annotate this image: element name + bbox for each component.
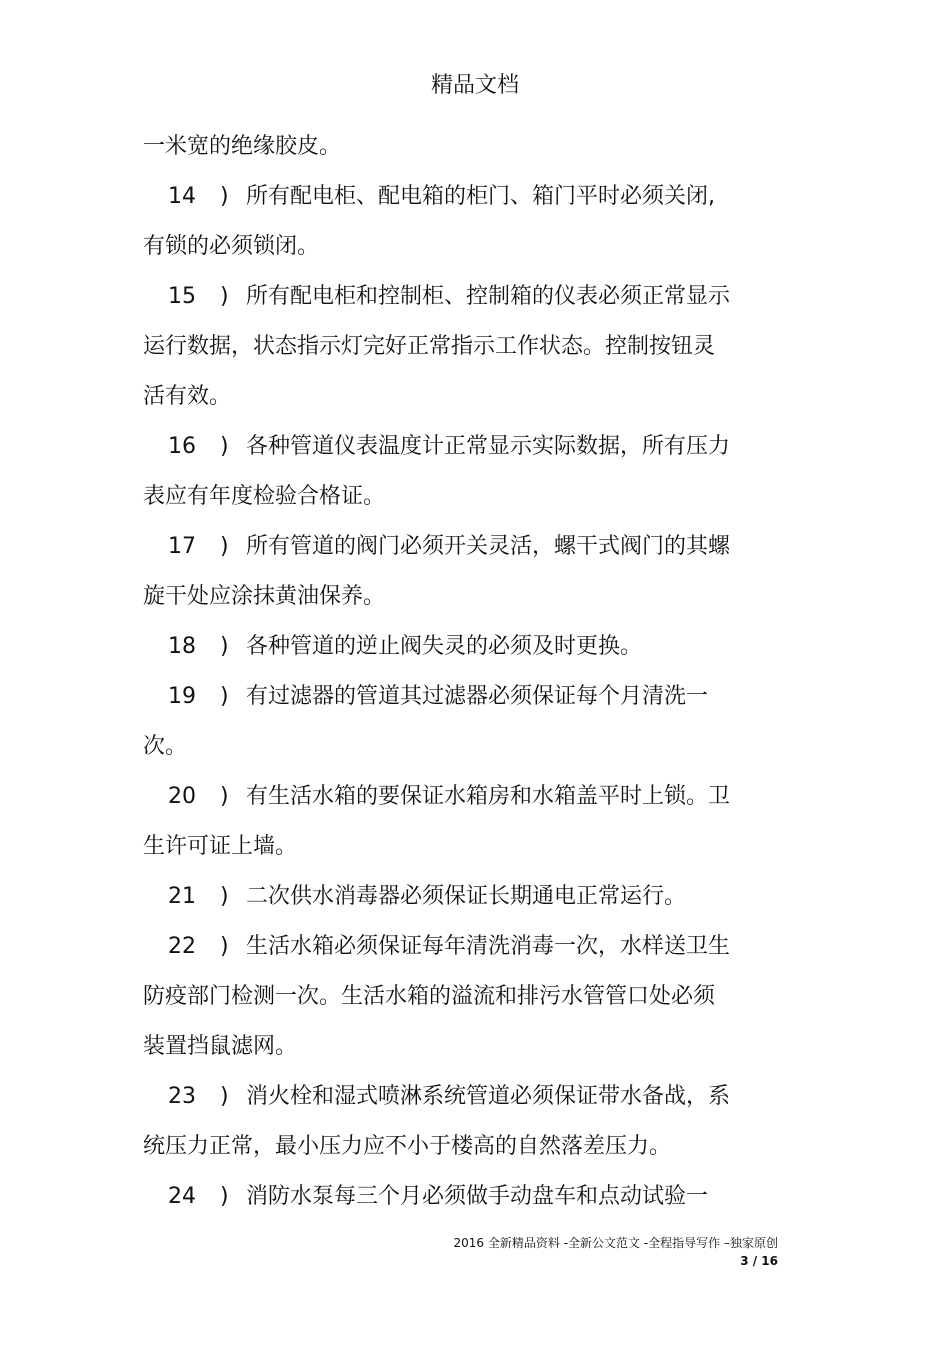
item-number: 15 — [168, 284, 196, 309]
line-text: 消火栓和湿式喷淋系统管道必须保证带水备战，系 — [246, 1084, 731, 1109]
item-paren: ) — [220, 284, 229, 309]
line-text: 有生活水箱的要保证水箱房和水箱盖平时上锁。卫 — [246, 784, 731, 809]
text-line — [143, 322, 763, 372]
line-text: 防疫部门检测一次。生活水箱的溢流和排污水管管口处必须 — [143, 984, 716, 1009]
item-number: 19 — [168, 684, 196, 709]
text-line — [143, 222, 763, 272]
line-text: 一米宽的绝缘胶皮。 — [143, 134, 342, 159]
line-text: 所有配电柜、配电箱的柜门、箱门平时必须关闭, — [246, 184, 715, 209]
line-text: 生活水箱必须保证每年清洗消毒一次，水样送卫生 — [246, 934, 731, 959]
item-paren: ) — [220, 784, 229, 809]
text-line — [143, 472, 763, 522]
item-number: 22 — [168, 934, 196, 959]
line-text: 有过滤器的管道其过滤器必须保证每个月清洗一 — [246, 684, 709, 709]
item-number: 20 — [168, 784, 196, 809]
numbered-line — [143, 872, 763, 922]
line-text: 次。 — [143, 734, 188, 759]
numbered-line — [143, 622, 763, 672]
footer-tagline: 2016 全新精品资料 -全新公文范文 -全程指导写作 –独家原创 — [453, 1236, 778, 1250]
text-line — [143, 372, 763, 422]
numbered-line — [143, 1172, 763, 1222]
numbered-line — [143, 172, 763, 222]
item-paren: ) — [220, 884, 229, 909]
numbered-line — [143, 922, 763, 972]
item-paren: ) — [220, 684, 229, 709]
item-paren: ) — [220, 434, 229, 459]
numbered-line — [143, 672, 763, 722]
page-footer — [400, 1234, 778, 1270]
numbered-line — [143, 1072, 763, 1122]
page-number: 3 / 16 — [740, 1254, 778, 1268]
item-number: 21 — [168, 884, 196, 909]
item-number: 14 — [168, 184, 196, 209]
line-text: 装置挡鼠滤网。 — [143, 1034, 298, 1059]
item-paren: ) — [220, 634, 229, 659]
item-number: 23 — [168, 1084, 196, 1109]
item-paren: ) — [220, 184, 229, 209]
line-text: 消防水泵每三个月必须做手动盘车和点动试验一 — [246, 1184, 709, 1209]
line-text: 各种管道仪表温度计正常显示实际数据，所有压力 — [246, 434, 731, 459]
line-text: 有锁的必须锁闭。 — [143, 234, 320, 259]
item-paren: ) — [220, 934, 229, 959]
text-line — [143, 122, 763, 172]
item-number: 17 — [168, 534, 196, 559]
line-text: 所有配电柜和控制柜、控制箱的仪表必须正常显示 — [246, 284, 731, 309]
line-text: 旋干处应涂抹黄油保养。 — [143, 584, 386, 609]
document-body — [143, 122, 763, 1222]
text-line — [143, 572, 763, 622]
page-header-title: 精品文档 — [430, 73, 519, 98]
line-text: 二次供水消毒器必须保证长期通电正常运行。 — [246, 884, 687, 909]
item-paren: ) — [220, 1084, 229, 1109]
numbered-line — [143, 522, 763, 572]
text-line — [143, 722, 763, 772]
text-line — [143, 1122, 763, 1172]
line-text: 统压力正常，最小压力应不小于楼高的自然落差压力。 — [143, 1134, 672, 1159]
item-number: 16 — [168, 434, 196, 459]
text-line — [143, 972, 763, 1022]
item-number: 18 — [168, 634, 196, 659]
numbered-line — [143, 422, 763, 472]
line-text: 表应有年度检验合格证。 — [143, 484, 386, 509]
numbered-line — [143, 272, 763, 322]
line-text: 所有管道的阀门必须开关灵活，螺干式阀门的其螺 — [246, 534, 731, 559]
item-paren: ) — [220, 1184, 229, 1209]
numbered-line — [143, 772, 763, 822]
text-line — [143, 1022, 763, 1072]
text-line — [143, 822, 763, 872]
line-text: 活有效。 — [143, 384, 232, 409]
line-text: 各种管道的逆止阀失灵的必须及时更换。 — [246, 634, 643, 659]
item-number: 24 — [168, 1184, 196, 1209]
item-paren: ) — [220, 534, 229, 559]
line-text: 运行数据，状态指示灯完好正常指示工作状态。控制按钮灵 — [143, 334, 716, 359]
line-text: 生许可证上墙。 — [143, 834, 298, 859]
